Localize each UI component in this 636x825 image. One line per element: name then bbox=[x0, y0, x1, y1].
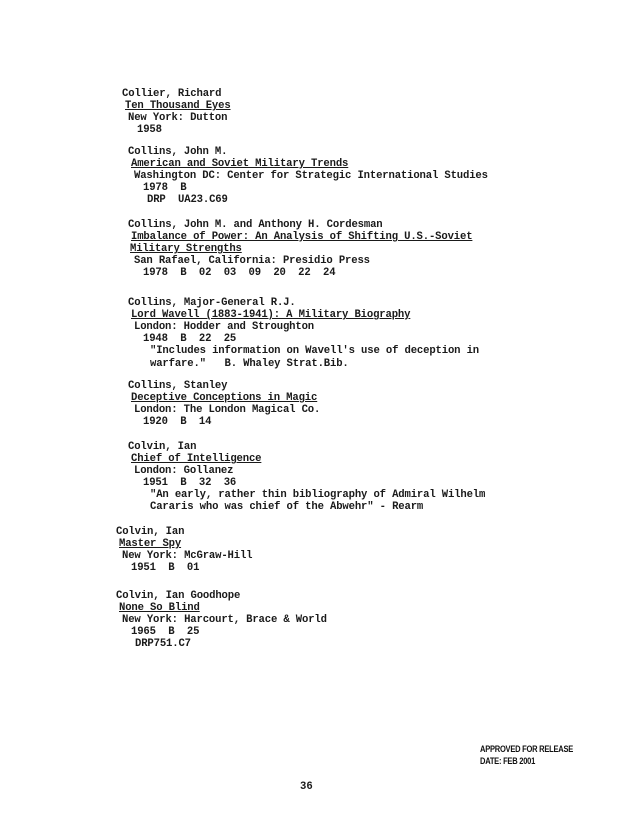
entry-publisher: New York: McGraw-Hill bbox=[122, 550, 253, 562]
entry-title: American and Soviet Military Trends bbox=[131, 158, 349, 170]
entry-title: Imbalance of Power: An Analysis of Shifting U.S.-Soviet bbox=[131, 231, 473, 243]
entry-author: Colvin, Ian bbox=[128, 441, 197, 453]
release-stamp-line-2: DATE: FEB 2001 bbox=[480, 756, 536, 766]
entry-year: 1951 B 32 36 bbox=[143, 477, 237, 489]
release-stamp-line-1: APPROVED FOR RELEASE bbox=[480, 744, 574, 754]
entry-title: None So Blind bbox=[119, 602, 200, 614]
entry-year: 1978 B bbox=[143, 182, 187, 194]
entry-title: Deceptive Conceptions in Magic bbox=[131, 392, 318, 404]
entry-note: "Includes information on Wavell's use of deception in bbox=[150, 345, 479, 357]
entry-publisher: London: The London Magical Co. bbox=[134, 404, 321, 416]
entry-call-number: DRP751.C7 bbox=[135, 638, 191, 650]
entry-author: Collier, Richard bbox=[122, 88, 222, 100]
entry-note: Cararis who was chief of the Abwehr" - Rearm bbox=[150, 501, 424, 513]
entry-note: warfare." B. Whaley Strat.Bib. bbox=[150, 358, 349, 370]
entry-year: 1951 B 01 bbox=[131, 562, 200, 574]
entry-year: 1965 B 25 bbox=[131, 626, 200, 638]
entry-author: Collins, Major-General R.J. bbox=[128, 297, 296, 309]
entry-author: Collins, Stanley bbox=[128, 380, 228, 392]
entry-call-number: DRP UA23.C69 bbox=[147, 194, 228, 206]
entry-title: Master Spy bbox=[119, 538, 182, 550]
release-stamp bbox=[480, 743, 573, 767]
entry-title: Military Strengths bbox=[130, 243, 242, 255]
entry-author: Colvin, Ian Goodhope bbox=[116, 590, 241, 602]
entry-author: Collins, John M. and Anthony H. Cordesman bbox=[128, 219, 383, 231]
entry-note: "An early, rather thin bibliography of Admiral Wilhelm bbox=[150, 489, 486, 501]
entry-year: 1978 B 02 03 09 20 22 24 bbox=[143, 267, 336, 279]
entry-author: Colvin, Ian bbox=[116, 526, 185, 538]
entry-publisher: Washington DC: Center for Strategic International Studies bbox=[134, 170, 488, 182]
entry-year: 1958 bbox=[137, 124, 162, 136]
entry-publisher: London: Gollanez bbox=[134, 465, 234, 477]
entry-publisher: London: Hodder and Stroughton bbox=[134, 321, 315, 333]
entry-publisher: New York: Dutton bbox=[128, 112, 228, 124]
entry-year: 1948 B 22 25 bbox=[143, 333, 237, 345]
entry-year: 1920 B 14 bbox=[143, 416, 212, 428]
entry-title: Chief of Intelligence bbox=[131, 453, 262, 465]
entry-publisher: New York: Harcourt, Brace & World bbox=[122, 614, 327, 626]
entry-title: Lord Wavell (1883-1941): A Military Biography bbox=[131, 309, 411, 321]
entry-title: Ten Thousand Eyes bbox=[125, 100, 231, 112]
entry-publisher: San Rafael, California: Presidio Press bbox=[134, 255, 370, 267]
page-number: 36 bbox=[300, 781, 313, 793]
entry-author: Collins, John M. bbox=[128, 146, 228, 158]
